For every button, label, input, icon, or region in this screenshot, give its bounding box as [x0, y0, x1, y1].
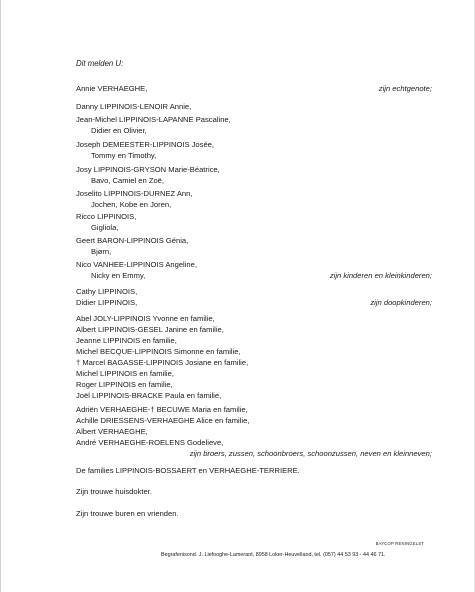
sibling-line: Albert VERHAEGHE,	[76, 427, 148, 436]
child-line: Danny LIPPINOIS-LENOIR Annie,	[76, 102, 192, 111]
sibling-line: André VERHAEGHE-ROELENS Godelieve,	[76, 438, 224, 447]
grandchild-line: Tommy en Timothy,	[91, 151, 157, 160]
intro-text: Dit melden U:	[76, 59, 124, 68]
godchild-line: Cathy LIPPINOIS,	[76, 287, 138, 296]
sibling-line: Michel BECQUE-LIPPINOIS Simonne en familie,	[76, 347, 241, 356]
child-line: Jean-Michel LIPPINOIS-LAPANNE Pascaline,	[76, 115, 231, 124]
role-siblings: zijn broers, zussen, schoonbroers, schoonzussen, neven en kleinneven;	[189, 449, 432, 458]
child-line: Joseph DEMEESTER-LIPPINOIS Josée,	[76, 140, 215, 149]
funeral-home-footer: Begrafenisond. J. Liefooghe-Lamerant, 8958 Loker-Heuvelland, tel. (057) 44 53 93 - 44 46 71.	[161, 552, 386, 558]
grandchild-line: Bjørn,	[91, 247, 112, 256]
sibling-line: Roger LIPPINOIS en familie,	[76, 380, 173, 389]
child-line: Josy LIPPINOIS-GRYSON Marie-Béatrice,	[76, 165, 220, 174]
grandchild-line: Nicky en Emmy,	[91, 271, 146, 280]
grandchild-line: Gigliola,	[91, 223, 119, 232]
sibling-line: Albert LIPPINOIS-GESEL Janine en familie,	[76, 325, 224, 334]
grandchild-line: Didier en Olivier,	[91, 126, 147, 135]
spouse-line: Annie VERHAEGHE,	[76, 84, 148, 93]
neighbours-line: Zijn trouwe buren en vrienden.	[76, 509, 179, 518]
printer-mark: BAYCOP RENINGELST	[375, 541, 424, 546]
godchild-line: Didier LIPPINOIS,	[76, 298, 138, 307]
role-children: zijn kinderen en kleinkinderen;	[329, 271, 432, 280]
sibling-line: Abel JOLY-LIPPINOIS Yvonne en familie,	[76, 314, 215, 323]
child-line: Nico VANHEE-LIPPINOIS Angeline,	[76, 260, 197, 269]
families-line: De families LIPPINOIS-BOSSAERT en VERHAEGHE-TERRIERE.	[76, 466, 300, 475]
grandchild-line: Jochen, Kobe en Joren,	[91, 200, 172, 209]
doctor-line: Zijn trouwe huisdokter.	[76, 487, 152, 496]
sibling-line: Achille DRIESSENS-VERHAEGHE Alice en familie,	[76, 416, 250, 425]
role-spouse: zijn echtgenote;	[378, 84, 432, 93]
sibling-line: Jeanne LIPPINOIS en familie,	[76, 336, 177, 345]
sibling-line: Michel LIPPINOIS en familie,	[76, 369, 174, 378]
sibling-line: Joël LIPPINOIS-BRACKE Paula en familie,	[76, 391, 222, 400]
role-godchildren: zijn doopkinderen;	[370, 298, 432, 307]
sibling-line: † Marcel BAGASSE-LIPPINOIS Josiane en familie,	[76, 358, 249, 367]
sibling-line: Adriën VERHAEGHE-† BECUWE Maria en familie,	[76, 405, 248, 414]
child-line: Joselito LIPPINOIS-DURNEZ Ann,	[76, 189, 193, 198]
child-line: Ricco LIPPINOIS,	[76, 212, 137, 221]
grandchild-line: Bavo, Camiel en Zoë,	[91, 176, 165, 185]
child-line: Geert BARON-LIPPINOIS Génia,	[76, 236, 189, 245]
